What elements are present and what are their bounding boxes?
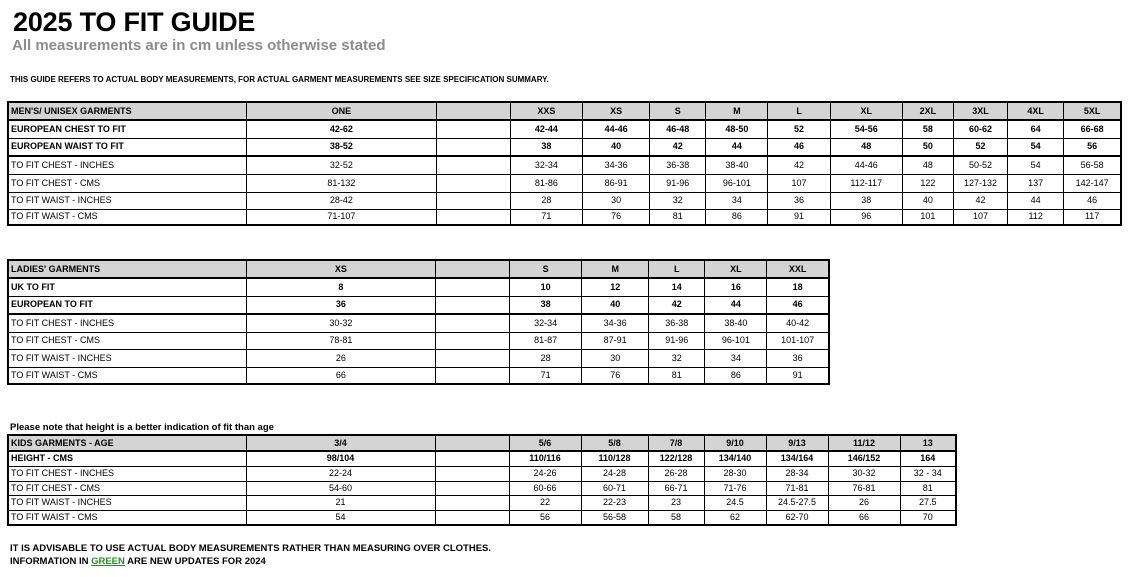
mens-size-table — [7, 101, 1122, 226]
table-cell: 30-32 — [828, 466, 900, 481]
table-cell — [436, 260, 510, 278]
table-cell: 137 — [1008, 174, 1064, 192]
table-cell: 81 — [649, 367, 705, 384]
table-cell — [435, 451, 509, 466]
table-cell: 146/152 — [828, 451, 900, 466]
table-cell: 54 — [1008, 138, 1064, 156]
table-cell: 38 — [510, 138, 582, 156]
table-cell: 50 — [902, 138, 953, 156]
table-cell: 107 — [953, 209, 1007, 225]
table-cell: 70 — [900, 510, 956, 525]
height-note: Please note that height is a better indication of fit than age — [10, 422, 274, 433]
table-cell: 24-28 — [581, 466, 648, 481]
row-label: TO FIT WAIST - CMS — [8, 209, 247, 225]
table-cell: 7/8 — [648, 435, 704, 451]
footer-info-green: GREEN — [91, 556, 125, 567]
table-cell: 44 — [706, 138, 768, 156]
table-cell: 110/128 — [581, 451, 648, 466]
table-cell: 13 — [900, 435, 956, 451]
row-label: TO FIT WAIST - CMS — [8, 510, 246, 525]
table-cell: 71-76 — [704, 481, 766, 495]
table-cell — [435, 495, 509, 510]
table-cell: 38 — [510, 296, 582, 314]
table-cell: 30 — [583, 192, 650, 209]
table-cell: 91 — [768, 209, 830, 225]
table-cell: 30-32 — [246, 314, 435, 332]
table-cell: 9/13 — [766, 435, 828, 451]
table-cell: 28-42 — [247, 192, 437, 209]
table-cell: 26 — [828, 495, 900, 510]
table-cell: 134/140 — [704, 451, 766, 466]
table-cell: 40 — [902, 192, 953, 209]
table-cell: 60-62 — [953, 120, 1007, 138]
table-cell: 48-50 — [706, 120, 768, 138]
table-cell: 26-28 — [648, 466, 704, 481]
table-cell: 24-26 — [509, 466, 581, 481]
table-cell: 32 — [650, 192, 706, 209]
table-cell: 40-42 — [767, 314, 829, 332]
table-cell: 142-147 — [1064, 174, 1121, 192]
table-row — [8, 120, 1121, 138]
table-cell: 81-87 — [510, 332, 582, 349]
table-cell: 101 — [902, 209, 953, 225]
table-cell — [436, 120, 510, 138]
table-row — [8, 481, 956, 495]
table-cell: 81 — [900, 481, 956, 495]
table-cell: 38 — [830, 192, 902, 209]
table-cell: 86 — [705, 367, 767, 384]
table-cell: 44-46 — [583, 120, 650, 138]
table-cell: 32-34 — [510, 156, 582, 174]
table-cell — [435, 481, 509, 495]
table-row — [8, 349, 829, 367]
table-cell: 42-62 — [247, 120, 437, 138]
table-cell: 127-132 — [953, 174, 1007, 192]
ladies-header-row — [8, 260, 829, 278]
table-cell — [436, 332, 510, 349]
row-label: TO FIT CHEST - INCHES — [8, 466, 246, 481]
table-cell: 21 — [246, 495, 435, 510]
table-cell: 4XL — [1008, 102, 1064, 120]
table-cell: S — [650, 102, 706, 120]
table-cell: 3/4 — [246, 435, 435, 451]
table-cell: 24.5-27.5 — [766, 495, 828, 510]
table-cell: 38-52 — [247, 138, 437, 156]
table-cell: 81 — [650, 209, 706, 225]
table-cell: 36 — [767, 349, 829, 367]
table-cell: 5/6 — [509, 435, 581, 451]
table-cell: 91-96 — [650, 174, 706, 192]
row-label: TO FIT CHEST - INCHES — [8, 314, 246, 332]
table-cell: 50-52 — [953, 156, 1007, 174]
table-cell: 78-81 — [246, 332, 435, 349]
table-cell: 52 — [768, 120, 830, 138]
kids-header-row — [8, 435, 956, 451]
table-cell: L — [768, 102, 830, 120]
table-cell: 71-107 — [247, 209, 437, 225]
table-cell: 28-34 — [766, 466, 828, 481]
table-cell: 56 — [509, 510, 581, 525]
table-cell: 42 — [953, 192, 1007, 209]
table-cell: 42 — [650, 138, 706, 156]
table-cell: 56-58 — [581, 510, 648, 525]
mens-header-row — [8, 102, 1121, 120]
table-row — [8, 192, 1121, 209]
table-cell: 58 — [648, 510, 704, 525]
table-cell: 14 — [649, 278, 705, 296]
row-label: TO FIT CHEST - CMS — [8, 332, 246, 349]
table-row — [8, 156, 1121, 174]
table-cell: 46 — [768, 138, 830, 156]
table-row — [8, 138, 1121, 156]
table-cell: 27.5 — [900, 495, 956, 510]
row-label: TO FIT CHEST - CMS — [8, 174, 247, 192]
footer-info-prefix: INFORMATION IN — [10, 556, 92, 567]
table-row — [8, 314, 829, 332]
table-cell — [436, 314, 510, 332]
table-cell: XXS — [510, 102, 582, 120]
table-cell: 38-40 — [706, 156, 768, 174]
table-cell: 48 — [902, 156, 953, 174]
row-label: TO FIT CHEST - INCHES — [8, 156, 247, 174]
table-cell: 40 — [582, 296, 649, 314]
table-cell — [435, 466, 509, 481]
table-cell: 32-34 — [510, 314, 582, 332]
table-cell: 81-86 — [510, 174, 582, 192]
table-cell: 36 — [768, 192, 830, 209]
table-cell: 44 — [705, 296, 767, 314]
table-cell: 42 — [768, 156, 830, 174]
row-label: TO FIT WAIST - INCHES — [8, 495, 246, 510]
table-cell: 66 — [246, 367, 435, 384]
row-label: EUROPEAN WAIST TO FIT — [8, 138, 247, 156]
table-cell: 86 — [706, 209, 768, 225]
footer-info — [10, 556, 266, 568]
table-cell: 56 — [1064, 138, 1121, 156]
table-row — [8, 466, 956, 481]
table-cell: 46 — [1064, 192, 1121, 209]
page-title: 2025 TO FIT GUIDE — [13, 7, 256, 37]
table-cell: 28 — [510, 192, 582, 209]
table-cell: 9/10 — [704, 435, 766, 451]
table-cell: ONE — [247, 102, 437, 120]
table-cell: 11/12 — [828, 435, 900, 451]
table-cell — [436, 349, 510, 367]
table-row — [8, 332, 829, 349]
table-cell: 36-38 — [650, 156, 706, 174]
row-label: EUROPEAN CHEST TO FIT — [8, 120, 247, 138]
table-cell: 54 — [1008, 156, 1064, 174]
table-cell: 30 — [582, 349, 649, 367]
table-cell: 36 — [246, 296, 435, 314]
row-label: UK TO FIT — [8, 278, 246, 296]
table-cell: XS — [246, 260, 435, 278]
table-cell: 8 — [246, 278, 435, 296]
table-cell: 81-132 — [247, 174, 437, 192]
table-cell: 16 — [705, 278, 767, 296]
table-cell: 86-91 — [583, 174, 650, 192]
table-cell — [436, 102, 510, 120]
table-cell: 101-107 — [767, 332, 829, 349]
table-cell: 60-66 — [509, 481, 581, 495]
row-label: TO FIT WAIST - INCHES — [8, 192, 247, 209]
table-cell: 56-58 — [1064, 156, 1121, 174]
table-cell: 76-81 — [828, 481, 900, 495]
row-label: EUROPEAN TO FIT — [8, 296, 246, 314]
table-cell: 117 — [1064, 209, 1121, 225]
table-cell — [435, 510, 509, 525]
table-cell: 32 - 34 — [900, 466, 956, 481]
table-cell: 54-56 — [830, 120, 902, 138]
row-label: TO FIT CHEST - CMS — [8, 481, 246, 495]
table-cell: 66 — [828, 510, 900, 525]
row-label: LADIES' GARMENTS — [8, 260, 246, 278]
table-cell: M — [582, 260, 649, 278]
table-cell: 40 — [583, 138, 650, 156]
table-cell: 34-36 — [583, 156, 650, 174]
table-cell: 46 — [767, 296, 829, 314]
table-cell: 22-23 — [581, 495, 648, 510]
table-cell: 76 — [582, 367, 649, 384]
table-cell — [436, 156, 510, 174]
table-cell: 71 — [510, 367, 582, 384]
table-row — [8, 296, 829, 314]
row-label: HEIGHT - CMS — [8, 451, 246, 466]
table-cell: 134/164 — [766, 451, 828, 466]
table-cell: 32-52 — [247, 156, 437, 174]
table-cell: 66-71 — [648, 481, 704, 495]
table-row — [8, 278, 829, 296]
table-cell: 76 — [583, 209, 650, 225]
table-row — [8, 510, 956, 525]
footer-info-suffix: ARE NEW UPDATES FOR 2024 — [124, 556, 266, 567]
table-cell: 24.5 — [704, 495, 766, 510]
table-cell: 42-44 — [510, 120, 582, 138]
table-cell: 34 — [705, 349, 767, 367]
kids-size-table — [7, 434, 957, 526]
table-cell — [436, 138, 510, 156]
table-cell: 91 — [767, 367, 829, 384]
table-cell: 46-48 — [650, 120, 706, 138]
table-cell: 107 — [768, 174, 830, 192]
table-cell: 48 — [830, 138, 902, 156]
table-cell: 98/104 — [246, 451, 435, 466]
table-cell: 38-40 — [705, 314, 767, 332]
table-cell: 96 — [830, 209, 902, 225]
table-cell: 26 — [246, 349, 435, 367]
table-cell: 71 — [510, 209, 582, 225]
table-cell — [436, 192, 510, 209]
table-cell: M — [706, 102, 768, 120]
table-cell: 60-71 — [581, 481, 648, 495]
table-cell: 62 — [704, 510, 766, 525]
table-cell: 112-117 — [830, 174, 902, 192]
page-subtitle: All measurements are in cm unless otherwise stated — [12, 37, 386, 54]
table-cell: 91-96 — [649, 332, 705, 349]
table-cell: 64 — [1008, 120, 1064, 138]
table-cell: XXL — [767, 260, 829, 278]
table-cell: 58 — [902, 120, 953, 138]
row-label: TO FIT WAIST - INCHES — [8, 349, 246, 367]
table-cell: 28 — [510, 349, 582, 367]
table-cell: 42 — [649, 296, 705, 314]
table-cell — [436, 209, 510, 225]
table-cell: 34-36 — [582, 314, 649, 332]
table-row — [8, 367, 829, 384]
table-cell: 164 — [900, 451, 956, 466]
guide-note: THIS GUIDE REFERS TO ACTUAL BODY MEASUREMENTS, FOR ACTUAL GARMENT MEASUREMENTS SEE SIZE SPECIFICATION SUMMARY. — [10, 75, 549, 84]
table-cell: 112 — [1008, 209, 1064, 225]
table-cell — [435, 435, 509, 451]
table-cell: 54-60 — [246, 481, 435, 495]
table-cell — [436, 174, 510, 192]
table-row — [8, 495, 956, 510]
table-cell: 5XL — [1064, 102, 1121, 120]
row-label: MEN'S/ UNISEX GARMENTS — [8, 102, 247, 120]
table-cell: 54 — [246, 510, 435, 525]
table-cell: 110/116 — [509, 451, 581, 466]
table-cell: XS — [583, 102, 650, 120]
table-cell: 96-101 — [705, 332, 767, 349]
table-cell: 122 — [902, 174, 953, 192]
row-label: TO FIT WAIST - CMS — [8, 367, 246, 384]
footer-advice: IT IS ADVISABLE TO USE ACTUAL BODY MEASUREMENTS RATHER THAN MEASURING OVER CLOTHES. — [10, 543, 492, 554]
table-cell: 10 — [510, 278, 582, 296]
table-cell: 23 — [648, 495, 704, 510]
table-cell: 2XL — [902, 102, 953, 120]
table-cell: 44 — [1008, 192, 1064, 209]
table-cell: 12 — [582, 278, 649, 296]
table-cell: 52 — [953, 138, 1007, 156]
table-cell: 36-38 — [649, 314, 705, 332]
table-cell: 44-46 — [830, 156, 902, 174]
table-cell: XL — [830, 102, 902, 120]
table-cell: 22-24 — [246, 466, 435, 481]
table-cell: 18 — [767, 278, 829, 296]
table-cell: 71-81 — [766, 481, 828, 495]
ladies-size-table — [7, 259, 830, 385]
table-cell — [436, 296, 510, 314]
table-cell: 62-70 — [766, 510, 828, 525]
table-cell: 5/8 — [581, 435, 648, 451]
table-row — [8, 451, 956, 466]
table-cell: 87-91 — [582, 332, 649, 349]
table-row — [8, 174, 1121, 192]
table-cell: 66-68 — [1064, 120, 1121, 138]
table-cell: 122/128 — [648, 451, 704, 466]
table-cell: 34 — [706, 192, 768, 209]
table-cell: S — [510, 260, 582, 278]
table-cell: 96-101 — [706, 174, 768, 192]
table-cell: 22 — [509, 495, 581, 510]
table-cell: L — [649, 260, 705, 278]
row-label: KIDS GARMENTS - AGE — [8, 435, 246, 451]
table-cell: 28-30 — [704, 466, 766, 481]
table-cell: XL — [705, 260, 767, 278]
table-row — [8, 209, 1121, 225]
table-cell: 32 — [649, 349, 705, 367]
table-cell: 3XL — [953, 102, 1007, 120]
table-cell — [436, 367, 510, 384]
table-cell — [436, 278, 510, 296]
